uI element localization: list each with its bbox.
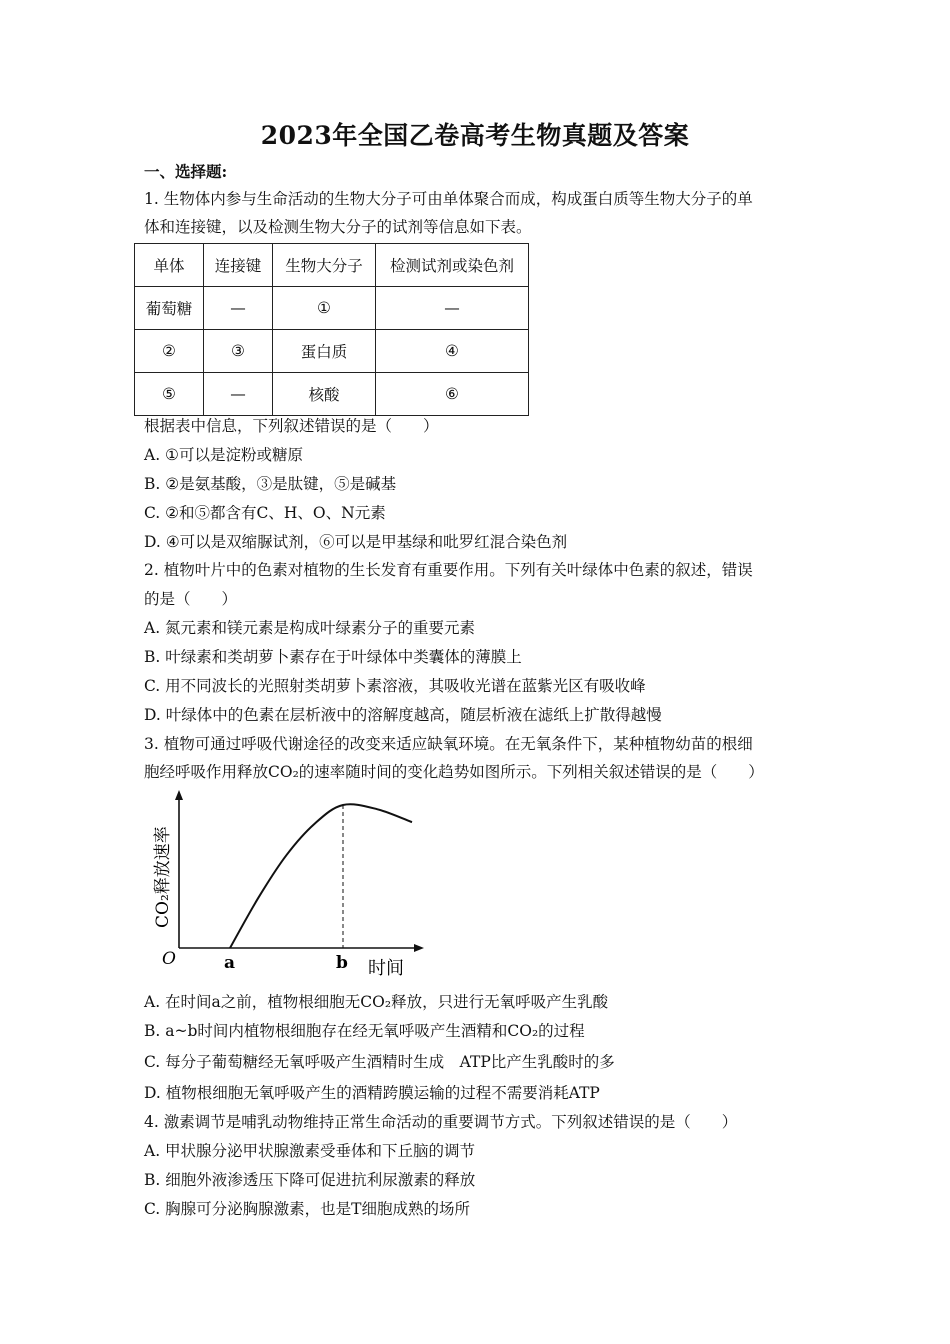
x-tick-label: b — [336, 953, 348, 973]
table-cell: 葡萄糖 — [135, 287, 204, 330]
table-row — [135, 287, 529, 330]
co2-rate-curve — [230, 804, 412, 948]
page-title: 2023年全国乙卷高考生物真题及答案 — [260, 121, 690, 150]
q1-option-c: C. ②和⑤都含有C、H、O、N元素 — [144, 504, 386, 522]
q3-option-c: C. 每分子葡萄糖经无氧呼吸产生酒精时生成 ATP比产生乳酸时的多 — [144, 1053, 615, 1071]
q2-stem-line1: 2. 植物叶片中的色素对植物的生长发育有重要作用。下列有关叶绿体中色素的叙述，错误 — [144, 561, 753, 579]
table-header-cell: 连接键 — [204, 244, 273, 287]
y-axis-arrow — [175, 790, 183, 800]
q1-stem-line2: 体和连接键，以及检测生物大分子的试剂等信息如下表。 — [144, 218, 532, 236]
q1-question: 根据表中信息，下列叙述错误的是（ ） — [144, 417, 439, 435]
section-heading: 一、选择题: — [144, 162, 228, 181]
table-header-cell: 检测试剂或染色剂 — [376, 244, 529, 287]
x-tick-label: a — [224, 953, 236, 973]
table-cell: — — [376, 287, 529, 330]
q2-option-a: A. 氮元素和镁元素是构成叶绿素分子的重要元素 — [144, 619, 476, 637]
q1-table — [134, 243, 529, 416]
q4-stem: 4. 激素调节是哺乳动物维持正常生命活动的重要调节方式。下列叙述错误的是（ ） — [144, 1113, 738, 1131]
q3-option-b: B. a~b时间内植物根细胞存在经无氧呼吸产生酒精和CO₂的过程 — [144, 1022, 585, 1040]
table-cell: ③ — [204, 330, 273, 373]
table-header-cell: 生物大分子 — [273, 244, 376, 287]
table-cell: ④ — [376, 330, 529, 373]
q1-option-d: D. ④可以是双缩脲试剂，⑥可以是甲基绿和吡罗红混合染色剂 — [144, 533, 568, 551]
table-row — [135, 330, 529, 373]
q4-option-b: B. 细胞外液渗透压下降可促进抗利尿激素的释放 — [144, 1171, 476, 1189]
q4-option-a: A. 甲状腺分泌甲状腺激素受垂体和下丘脑的调节 — [144, 1142, 476, 1160]
q3-option-a: A. 在时间a之前，植物根细胞无CO₂释放，只进行无氧呼吸产生乳酸 — [144, 993, 609, 1011]
table-header-row — [135, 244, 529, 287]
q1-option-b: B. ②是氨基酸，③是肽键，⑤是碱基 — [144, 475, 397, 493]
x-axis-arrow — [414, 944, 424, 952]
q2-option-b: B. 叶绿素和类胡萝卜素存在于叶绿体中类囊体的薄膜上 — [144, 648, 522, 666]
x-axis-label: 时间 — [368, 958, 404, 979]
co2-rate-chart — [150, 786, 430, 982]
table-cell: ① — [273, 287, 376, 330]
table-cell: 核酸 — [273, 373, 376, 416]
y-axis-label: CO₂释放速率 — [153, 826, 173, 928]
q3-stem-line2: 胞经呼吸作用释放CO₂的速率随时间的变化趋势如图所示。下列相关叙述错误的是（ ） — [144, 763, 764, 781]
q3-option-d: D. 植物根细胞无氧呼吸产生的酒精跨膜运输的过程不需要消耗ATP — [144, 1084, 600, 1102]
q2-stem-line2: 的是（ ） — [144, 590, 238, 608]
table-header-cell: 单体 — [135, 244, 204, 287]
table-cell: ⑤ — [135, 373, 204, 416]
table-cell: ② — [135, 330, 204, 373]
q2-option-c: C. 用不同波长的光照射类胡萝卜素溶液，其吸收光谱在蓝紫光区有吸收峰 — [144, 677, 646, 695]
table-cell: — — [204, 287, 273, 330]
q1-stem-line1: 1. 生物体内参与生命活动的生物大分子可由单体聚合而成，构成蛋白质等生物大分子的单 — [144, 190, 753, 208]
q3-stem-line1: 3. 植物可通过呼吸代谢途径的改变来适应缺氧环境。在无氧条件下，某种植物幼苗的根细 — [144, 735, 753, 753]
q2-option-d: D. 叶绿体中的色素在层析液中的溶解度越高，随层析液在滤纸上扩散得越慢 — [144, 706, 662, 724]
table-cell: — — [204, 373, 273, 416]
table-row — [135, 373, 529, 416]
table-cell: 蛋白质 — [273, 330, 376, 373]
q4-option-c: C. 胸腺可分泌胸腺激素，也是T细胞成熟的场所 — [144, 1200, 471, 1218]
q1-option-a: A. ①可以是淀粉或糖原 — [144, 446, 303, 464]
table-cell: ⑥ — [376, 373, 529, 416]
origin-label: O — [162, 949, 176, 969]
